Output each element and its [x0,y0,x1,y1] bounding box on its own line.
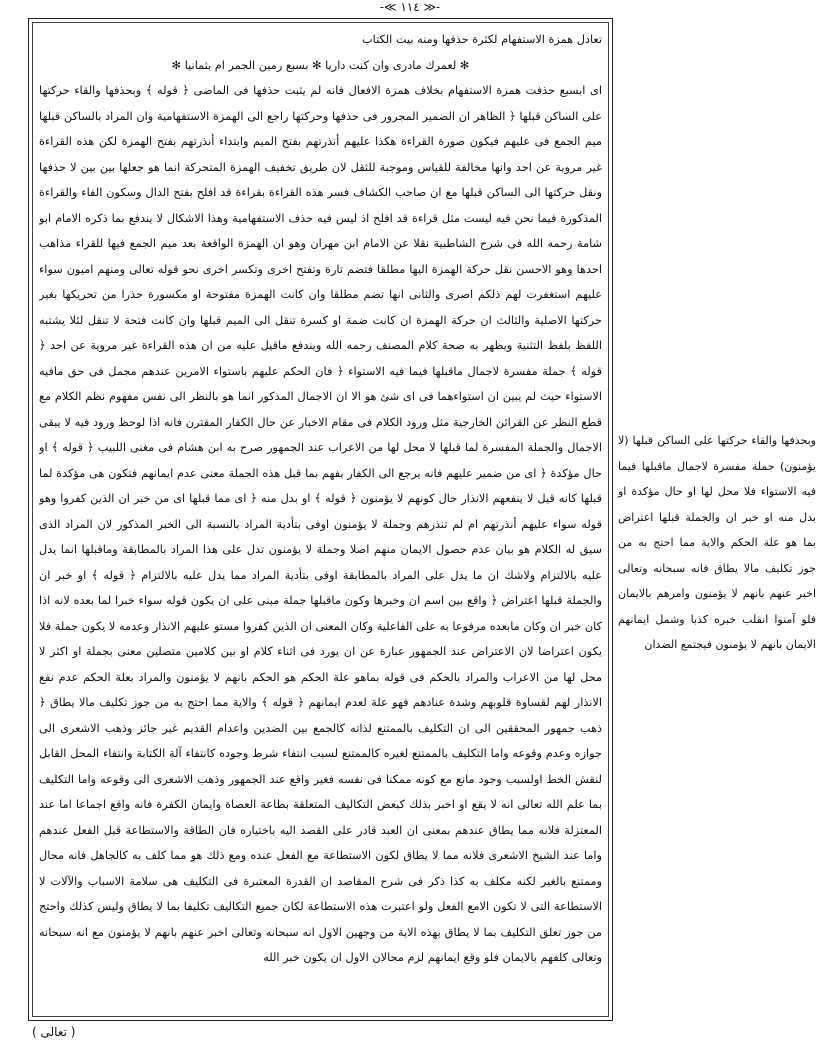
catchword: ( تعالى ) [32,1025,76,1039]
commentary-paragraph: اى ابسبع حذفت همزة الاستفهام بخلاف همزة الافعال فانه لم يثبت حذفها فى الماضى ﴿ قوله ﴾ وبحذفها والقاء حركتها على الساكن قبلها ﴿ الظاهر ان الضمير المجرور فى حذفها وحركتها راجع الى الهمزة الاستفهامية وان المراد بالساكن قبلها ميم الجمع فى عليهم فيكون صورة القراءة هكذا عليهم أنذرتهم بفتح الميم وابتداء أنذرتهم بفتح الهمزة لكن هذه القراءة غير مروية عن احد وانها مخالفة للقياس وموجبة للثقل لان طريق تخفيف الهمزة المتحركة انما هو جعلها بين بين لا حذفها ونقل حركتها الى الساكن قبلها مع ان صاحب الكشاف فسر هذه القراءة بقراءة قد افلح بفتح الدال وسكون الفاء والقراءة المذكورة فيما نحن فيه ليست مثل قراءة قد افلح اذ ليس فيه حذف الاستفهامية وهذا الاشكال لا يندفع بما ذكره الامام ابو شامة رحمه الله فى شرح الشاطبية نقلا عن الامام ابن مهران وهو ان الهمزة الواقعة بعد ميم الجمع فيها للقراء مذاهب احدها وهو الاحسن نقل حركة الهمزة اليها مطلقا فتضم تارة وتفتح اخرى وتكسر اخرى نحو قوله تعالى ومنهم اميون سواء عليهم استغفرت لهم ذلكم اصرى والثانى انها تضم مطلقا وان كانت الهمزة مفتوحة او مكسورة حذرا من تحريكها بغير حركتها الاصلية والثالث ان حركة الهمزة ان كانت ضمة او كسرة تنقل الى الميم قبلها وان كانت فتحة لا تنقل لئلا يشتبه اللفظ بلفظ التثنية ويظهر به صحة كلام المصنف رحمه الله ويندفع ماقيل عليه من ان هذه القراءة غير مروية عن احد ﴿ قوله ﴾ جملة مفسرة لاجمال ماقبلها فيما فيه الاستواء ﴿ فان الحكم عليهم باستواء الامرين عندهم مجمل فى حق مافيه الاستواء حيث لم يبين ان استواءهما فى اى شئ هو الا ان الاجمال المذكور انما هو بالنظر الى نفس مفهوم نظم الكلام مع قطع النظر عن القرائن الخارجية مثل ورود الكلام فى مقام الاخبار عن حال الكفار المقترن فانه اذا لوحظ ورود فيه لا يبقى الاجمال والجملة المفسرة لما قبلها لا محل لها من الاعراب عند الجمهور صرح به ابن هشام فى مغنى اللبيب ﴿ قوله ﴾ او حال مؤكدة ﴿ اى من ضمير عليهم فانه يرجع الى الكفار بفهم بما قبل هذه الجملة معنى عدم ايمانهم فتكون هى مؤكدة لما قبلها كانه قيل لا ينفعهم الانذار حال كونهم لا يؤمنون ﴿ قوله ﴾ او بدل منه ﴿ اى مما قبلها اى من خبر ان الذين كفروا وهو قوله سواء عليهم أنذرتهم ام لم تنذرهم وجملة لا يؤمنون اوفى بتأدية المراد بالنسبة الى الخبر المذكور لان المراد الذى سيق له الكلام هو بيان عدم حصول الايمان منهم اصلا وجملة لا يؤمنون تدل على هذا المراد بالمطابقة وماقبلها انما يدل عليه بالالتزام ولاشك ان ما يدل على المراد بالمطابقة اوفى بتأدية المراد مما يدل عليه بالالتزام ﴿ قوله ﴾ او خبر ان والجملة قبلها اعتراض ﴿ واقع بين اسم ان وخبرها وكون ماقبلها جملة مبنى على ان يكون قوله سواء خبرا لما بعده لانه اذا كان خبر ان وكان مابعده مرفوعا به على الفاعلية وكان المعنى ان الذين كفروا مستو عليهم الانذار وعدمه لا يكون جملة فلا يكون اعتراضا لان الاعتراض عند الجمهور عبارة عن ان يورد فى اثناء كلام او بين كلامين متصلين معنى بجملة او اكثر لا محل لها من الاعراب والمراد بالحكم فى قوله بماهو علة الحكم هو الحكم بانهم لا يؤمنون والمراد بعلة الحكم عدم نفع الانذار لهم لقساوة قلوبهم وشدة عنادهم فهو علة لعدم ايمانهم ﴿ قوله ﴾ والاية مما احتج به من جوز تكليف مالا يطاق ﴿ ذهب جمهور المحققين الى ان التكليف بالممتنع لذاته كالجمع بين الضدين واعدام القديم غير جائز وذهب الاشعرى الى جوازه وعدم وقوعه واما التكليف بالممتنع لغيره كالممتنع لسبب انتفاء شرط وجوده كانتفاء آلة الكتابة وانتفاء المحل القابل لنقش الخط اولسبب وجود مانع مع كونه ممكنا فى نفسه فغير واقع عند الجمهور وذهب الاشعرى الى وقوعه واما التكليف بما علم الله تعالى انه لا يقع او اخبر بذلك كبعض التكاليف المتعلقة بطاعة العصاة وايمان الكفرة فانه واقع اجماعا اما عند المعتزلة فلانه مما يطاق عندهم بمعنى ان العبد قادر على القصد اليه باختياره فان الطاقة والاستطاعة قبل الفعل عندهم واما عند الشيخ الاشعرى فلانه مما لا يطاق لكون الاستطاعة مع الفعل عنده ومع ذلك هو مما كلف به كالجاهل فانه محال وممتنع بالغير لكنه مكلف به كذا ذكر فى شرح المقاصد ان القدرة المعتبرة فى التكليف هى سلامة الاسباب والآلات لا الاستطاعة التى لا تكون الامع الفعل ولو اعتبرت هذه الاستطاعة لكان جميع التكاليف تكليفا بما لا يطاق وليس كذلك واحتج من جوز تعلق التكليف بما لا يطاق بهذه الاية من وجهين الاول انه سبحانه وتعالى اخبر عنهم بانهم لا يؤمنون مع انه سبحانه وتعالى كلفهم بالايمان فلو وقع ايمانهم لزم محالان الاول ان يكون خبر الله [39,84,602,964]
poem-verse: ✻ لعمرك مادرى وان كنت داريا ✻ بسبع رمين الجمر ام بثمانيا ✻ [171,58,470,72]
commentary-frame [28,18,613,1021]
opening-line: تعادل همزة الاستفهام لكثرة حذفها ومنه بيت الكتاب [362,33,602,46]
page-number: -≪ ١١٤ ≫- [379,0,441,14]
commentary-text [39,27,602,1014]
margin-text: وبحذفها والقاء حركتها على الساكن قبلها (لا يؤمنون) جملة مفسرة لاجمال ماقبلها فيما فيه الاستواء فلا محل لها او حال مؤكدة او بدل منه او خبر ان والجملة قبلها اعتراض بما هو علة الحكم والاية مما احتج به من جوز تكليف مالا يطاق فانه سبحانه وتعالى اخبر عنهم بانهم لا يؤمنون وامرهم بالايمان فلو آمنوا انقلب خبره كذبا وشمل ايمانهم الايمان بانهم لا يؤمنون فيجتمع الضدان [618,434,816,651]
